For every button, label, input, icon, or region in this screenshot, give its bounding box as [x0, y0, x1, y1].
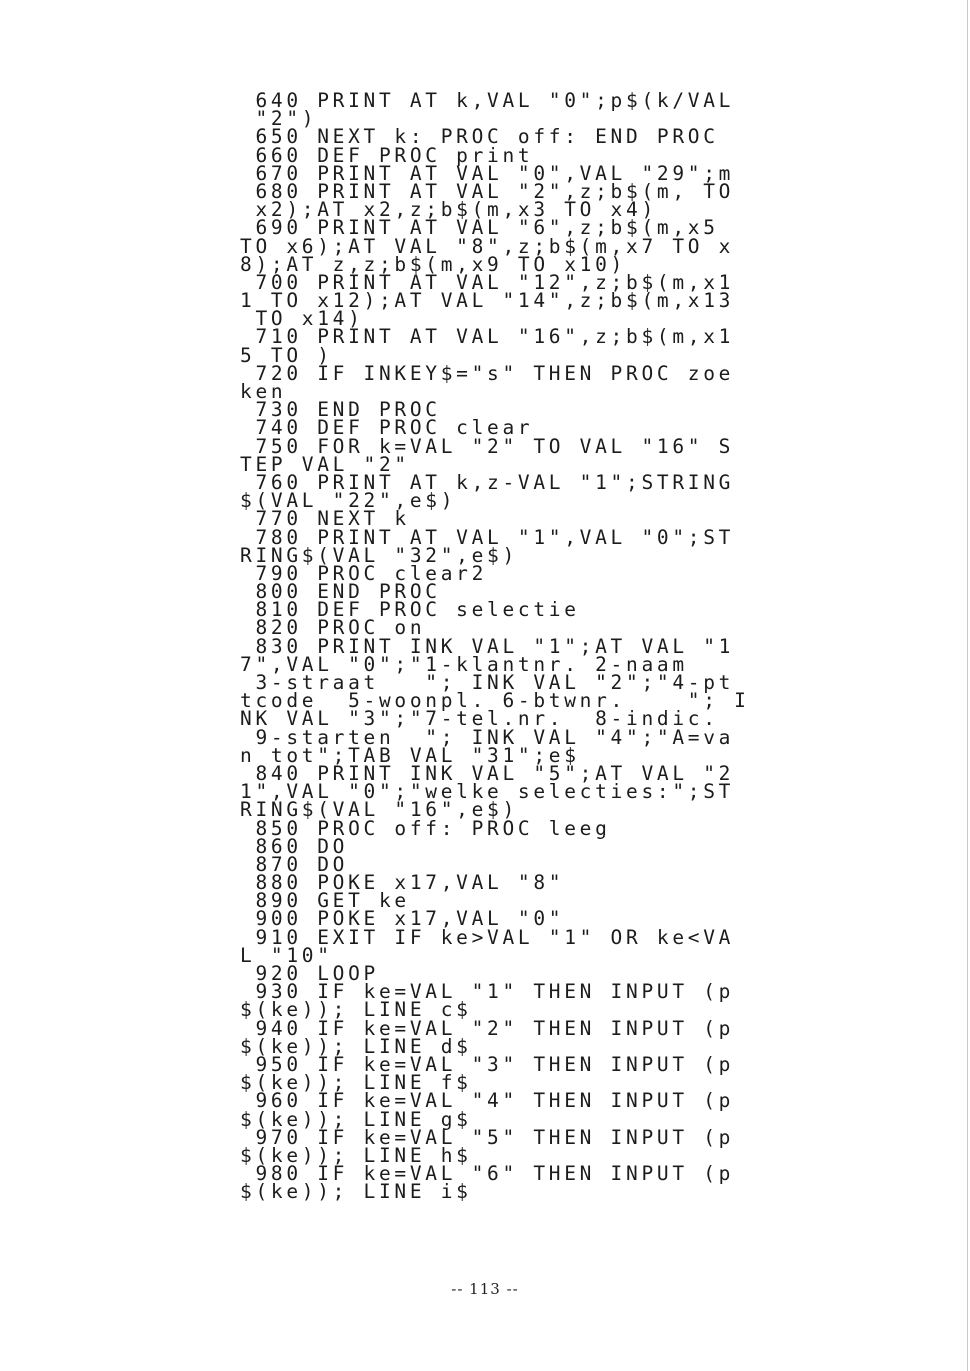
code-line: $(ke)); LINE f$ [240, 1071, 472, 1095]
code-line: L "10" [240, 943, 333, 967]
code-line: 670 PRINT AT VAL "0",VAL "29";m [240, 161, 735, 185]
code-line: RING$(VAL "16",e$) [240, 798, 518, 822]
code-line: 700 PRINT AT VAL "12",z;b$(m,x1 [240, 270, 735, 294]
code-line: x2);AT x2,z;b$(m,x3 TO x4) [240, 198, 657, 222]
code-line: 920 LOOP [240, 962, 379, 985]
code-line: TEP VAL "2" [240, 452, 410, 476]
code-line: $(ke)); LINE h$ [240, 1143, 472, 1167]
code-line: 650 NEXT k: PROC off: END PROC [240, 125, 719, 149]
program-listing [240, 89, 760, 1204]
code-line: $(ke)); LINE g$ [240, 1107, 472, 1131]
code-line: 840 PRINT INK VAL "5";AT VAL "2 [240, 761, 735, 785]
code-line: 730 END PROC [240, 398, 441, 422]
code-line: 660 DEF PROC print [240, 143, 534, 167]
code-line: 940 IF ke=VAL "2" THEN INPUT (p [240, 1016, 735, 1040]
code-line: 860 DO [240, 834, 349, 858]
code-line: NK VAL "3";"7-tel.nr. 8-indic. [240, 707, 719, 731]
code-line: ken [240, 380, 287, 403]
code-line: 890 GET ke [240, 889, 410, 913]
code-line: TO x14) [240, 307, 364, 331]
code-line: 820 PROC on [240, 616, 426, 640]
code-line: 770 NEXT k [240, 507, 410, 531]
code-line: tcode 5-woonpl. 6-btwnr. "; I [240, 689, 750, 713]
page-number: -- 113 -- [451, 1280, 519, 1298]
code-line: 900 POKE x17,VAL "0" [240, 907, 565, 931]
code-line: $(VAL "22",e$) [240, 489, 457, 513]
code-line: 750 FOR k=VAL "2" TO VAL "16" S [240, 434, 735, 458]
code-line: 830 PRINT INK VAL "1";AT VAL "1 [240, 634, 735, 658]
code-line: 780 PRINT AT VAL "1",VAL "0";ST [240, 525, 735, 549]
code-line: 3-straat "; INK VAL "2";"4-pt [240, 671, 735, 694]
code-line: TO x6);AT VAL "8",z;b$(m,x7 TO x [240, 234, 735, 258]
code-line: 810 DEF PROC selectie [240, 598, 580, 622]
code-line: $(ke)); LINE c$ [240, 998, 472, 1022]
code-line: n tot";TAB VAL "31";e$ [240, 743, 580, 767]
code-line: RING$(VAL "32",e$) [240, 543, 518, 567]
code-line: 9-starten "; INK VAL "4";"A=va [240, 725, 735, 749]
code-line: 680 PRINT AT VAL "2",z;b$(m, TO [240, 179, 735, 203]
code-line: 850 PROC off: PROC leeg [240, 816, 611, 840]
code-line: 5 TO ) [240, 343, 333, 367]
code-line: 960 IF ke=VAL "4" THEN INPUT (p [240, 1089, 735, 1113]
code-line: 1 TO x12);AT VAL "14",z;b$(m,x13 [240, 289, 735, 313]
code-line: 740 DEF PROC clear [240, 416, 534, 440]
code-line: $(ke)); LINE d$ [240, 1034, 472, 1058]
code-line: 910 EXIT IF ke>VAL "1" OR ke<VA [240, 925, 735, 949]
code-line: 640 PRINT AT k,VAL "0";p$(k/VAL [240, 89, 735, 112]
code-line: "2") [240, 107, 318, 131]
code-line: 970 IF ke=VAL "5" THEN INPUT (p [240, 1125, 735, 1149]
code-line: 980 IF ke=VAL "6" THEN INPUT (p [240, 1162, 735, 1186]
code-line: 930 IF ke=VAL "1" THEN INPUT (p [240, 980, 735, 1004]
code-line: 720 IF INKEY$="s" THEN PROC zoe [240, 361, 735, 385]
code-line: 870 DO [240, 852, 349, 876]
code-line: 800 END PROC [240, 580, 441, 604]
code-line: 7",VAL "0";"1-klantnr. 2-naam [240, 652, 688, 676]
code-line: 760 PRINT AT k,z-VAL "1";STRING [240, 470, 735, 494]
code-line: 8);AT z,z;b$(m,x9 TO x10) [240, 252, 626, 276]
code-line: 710 PRINT AT VAL "16",z;b$(m,x1 [240, 325, 735, 349]
code-line: 790 PROC clear2 [240, 561, 488, 585]
code-line: $(ke)); LINE i$ [240, 1180, 472, 1204]
code-line: 880 POKE x17,VAL "8" [240, 871, 565, 895]
code-line: 1",VAL "0";"welke selecties:";ST [240, 780, 735, 804]
code-line: 690 PRINT AT VAL "6",z;b$(m,x5 [240, 216, 719, 240]
code-line: 950 IF ke=VAL "3" THEN INPUT (p [240, 1052, 735, 1076]
scan-edge [967, 0, 968, 1371]
